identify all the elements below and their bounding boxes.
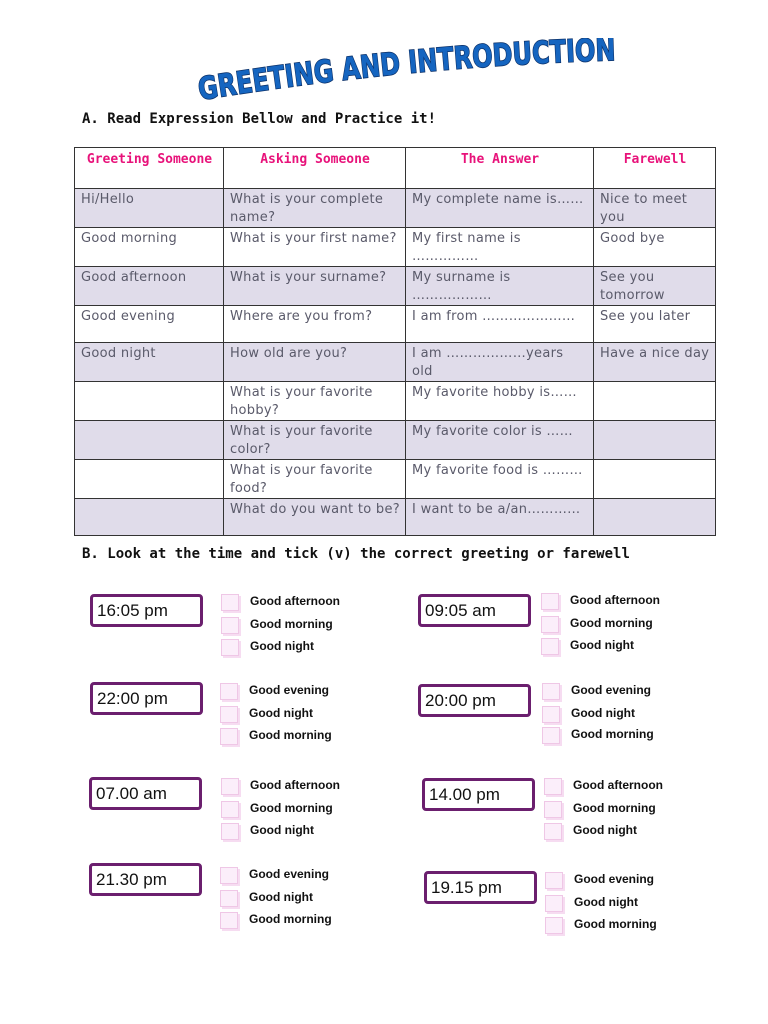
table-row bbox=[75, 460, 716, 499]
svg-text:GREETING AND INTRODUCTION bbox=[195, 38, 622, 108]
checkbox[interactable] bbox=[221, 594, 239, 611]
section-a-heading: A. Read Expression Bellow and Practice it! bbox=[82, 111, 437, 127]
option-label: Good morning bbox=[574, 917, 657, 931]
time-box: 09:05 am bbox=[418, 594, 531, 627]
option-label: Good morning bbox=[250, 801, 333, 815]
table-cell: My surname is ……………… bbox=[406, 267, 594, 306]
section-b-heading: B. Look at the time and tick (v) the correct greeting or farewell bbox=[82, 546, 630, 562]
checkbox[interactable] bbox=[220, 890, 238, 907]
table-cell: Good night bbox=[75, 343, 224, 382]
table-cell: My complete name is…… bbox=[406, 189, 594, 228]
table-cell: I am ………………years old bbox=[406, 343, 594, 382]
option-label: Good morning bbox=[573, 801, 656, 815]
table-cell bbox=[75, 460, 224, 499]
table-cell: Good bye bbox=[594, 228, 716, 267]
time-box: 14.00 pm bbox=[422, 778, 535, 811]
table-cell: I want to be a/an………… bbox=[406, 499, 594, 536]
option-label: Good evening bbox=[574, 872, 655, 886]
option-label: Good night bbox=[249, 706, 313, 720]
checkbox[interactable] bbox=[220, 683, 238, 700]
option-label: Good night bbox=[250, 823, 314, 837]
time-box: 07.00 am bbox=[89, 777, 202, 810]
option-label: Good afternoon bbox=[250, 778, 340, 792]
table-row bbox=[75, 421, 716, 460]
table-cell: Nice to meet you bbox=[594, 189, 716, 228]
option-label: Good afternoon bbox=[573, 778, 663, 792]
checkbox[interactable] bbox=[541, 616, 559, 633]
table-cell: What do you want to be? bbox=[224, 499, 406, 536]
checkbox[interactable] bbox=[220, 706, 238, 723]
table-row bbox=[75, 228, 716, 267]
checkbox[interactable] bbox=[541, 593, 559, 610]
option-label: Good night bbox=[574, 895, 638, 909]
checkbox[interactable] bbox=[545, 872, 563, 889]
table-cell bbox=[75, 421, 224, 460]
table-cell: What is your favorite food? bbox=[224, 460, 406, 499]
checkbox[interactable] bbox=[542, 683, 560, 700]
table-cell bbox=[594, 421, 716, 460]
checkbox[interactable] bbox=[541, 638, 559, 655]
checkbox[interactable] bbox=[220, 728, 238, 745]
table-cell bbox=[594, 460, 716, 499]
table-cell bbox=[594, 499, 716, 536]
checkbox[interactable] bbox=[221, 617, 239, 634]
table-row bbox=[75, 306, 716, 343]
option-label: Good evening bbox=[249, 683, 330, 697]
option-label: Good afternoon bbox=[250, 594, 340, 608]
time-box: 21.30 pm bbox=[89, 863, 202, 896]
option-label: Good morning bbox=[249, 728, 332, 742]
table-row bbox=[75, 267, 716, 306]
checkbox[interactable] bbox=[544, 801, 562, 818]
title-wordart bbox=[195, 38, 625, 108]
option-label: Good night bbox=[250, 639, 314, 653]
table-row bbox=[75, 382, 716, 421]
column-header-greeting: Greeting Someone bbox=[75, 148, 224, 189]
table-cell: Good morning bbox=[75, 228, 224, 267]
option-label: Good morning bbox=[249, 912, 332, 926]
table-cell: My favorite food is ……… bbox=[406, 460, 594, 499]
option-label: Good morning bbox=[570, 616, 653, 630]
table-cell: I am from ………………… bbox=[406, 306, 594, 343]
time-box: 19.15 pm bbox=[424, 871, 537, 904]
table-row bbox=[75, 343, 716, 382]
time-box: 16:05 pm bbox=[90, 594, 203, 627]
table-cell: How old are you? bbox=[224, 343, 406, 382]
table-row bbox=[75, 499, 716, 536]
table-cell: Good evening bbox=[75, 306, 224, 343]
column-header-answer: The Answer bbox=[406, 148, 594, 189]
table-cell: Good afternoon bbox=[75, 267, 224, 306]
checkbox[interactable] bbox=[220, 912, 238, 929]
option-label: Good night bbox=[570, 638, 634, 652]
checkbox[interactable] bbox=[221, 801, 239, 818]
checkbox[interactable] bbox=[542, 727, 560, 744]
checkbox[interactable] bbox=[221, 639, 239, 656]
expression-table bbox=[74, 147, 716, 536]
checkbox[interactable] bbox=[544, 778, 562, 795]
table-cell bbox=[594, 382, 716, 421]
table-row bbox=[75, 189, 716, 228]
table-cell: What is your complete name? bbox=[224, 189, 406, 228]
checkbox[interactable] bbox=[542, 706, 560, 723]
option-label: Good morning bbox=[571, 727, 654, 741]
column-header-asking: Asking Someone bbox=[224, 148, 406, 189]
checkbox[interactable] bbox=[544, 823, 562, 840]
table-cell: See you tomorrow bbox=[594, 267, 716, 306]
checkbox[interactable] bbox=[545, 917, 563, 934]
column-header-farewell: Farewell bbox=[594, 148, 716, 189]
option-label: Good evening bbox=[571, 683, 652, 697]
option-label: Good night bbox=[571, 706, 635, 720]
option-label: Good morning bbox=[250, 617, 333, 631]
title-text: GREETING AND INTRODUCTION bbox=[195, 38, 622, 108]
table-cell: What is your first name? bbox=[224, 228, 406, 267]
table-cell: See you later bbox=[594, 306, 716, 343]
time-box: 22:00 pm bbox=[90, 682, 203, 715]
checkbox[interactable] bbox=[220, 867, 238, 884]
table-cell bbox=[75, 382, 224, 421]
table-cell: Hi/Hello bbox=[75, 189, 224, 228]
table-cell: My favorite color is …… bbox=[406, 421, 594, 460]
checkbox[interactable] bbox=[221, 823, 239, 840]
time-box: 20:00 pm bbox=[418, 684, 531, 717]
checkbox[interactable] bbox=[221, 778, 239, 795]
option-label: Good evening bbox=[249, 867, 330, 881]
checkbox[interactable] bbox=[545, 895, 563, 912]
table-cell: What is your surname? bbox=[224, 267, 406, 306]
table-cell bbox=[75, 499, 224, 536]
option-label: Good night bbox=[249, 890, 313, 904]
table-cell: My favorite hobby is…… bbox=[406, 382, 594, 421]
page-title bbox=[195, 38, 625, 108]
table-cell: Where are you from? bbox=[224, 306, 406, 343]
table-cell: My first name is …………… bbox=[406, 228, 594, 267]
table-cell: What is your favorite color? bbox=[224, 421, 406, 460]
option-label: Good night bbox=[573, 823, 637, 837]
table-cell: What is your favorite hobby? bbox=[224, 382, 406, 421]
option-label: Good afternoon bbox=[570, 593, 660, 607]
table-cell: Have a nice day bbox=[594, 343, 716, 382]
